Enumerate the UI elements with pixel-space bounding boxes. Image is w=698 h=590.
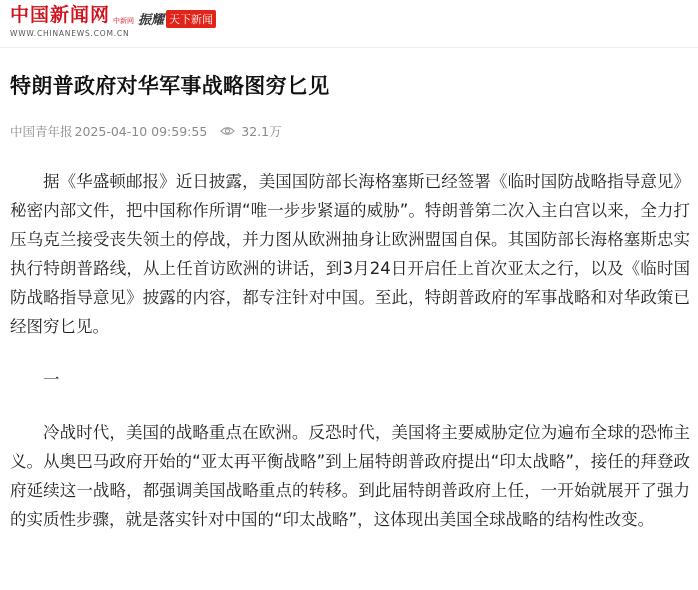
article-views: 32.1万 xyxy=(241,124,282,139)
eye-icon xyxy=(220,126,235,136)
article-title: 特朗普政府对华军事战略图穷匕见 xyxy=(10,74,330,98)
site-logo[interactable] xyxy=(10,4,134,38)
logo-name: 中国新闻网 xyxy=(10,4,111,26)
slogan-text: 振耀 xyxy=(138,13,165,28)
slogan-badge: 天下新闻 xyxy=(166,10,216,28)
article-time: 2025-04-10 09:59:55 xyxy=(74,123,208,139)
article-meta xyxy=(10,122,282,140)
article-body xyxy=(10,167,690,534)
logo-main xyxy=(10,4,134,26)
site-header xyxy=(0,0,698,48)
logo-tag: 中新网 xyxy=(113,17,135,25)
article-paragraph: 冷战时代，美国的战略重点在欧洲。反恐时代，美国将主要威胁定位为遍布全球的恐怖主义。从奥巴马政府开始的“亚太再平衡战略”到上届特朗普政府提出“印太战略”，接任的拜登政府延续这一战略，都强调美国战略重点的转移。到此届特朗普政府上任，一开始就展开了强力的实质性步骤，就是落实针对中国的“印太战略”，这体现出美国全球战略的结构性改变。 xyxy=(10,423,690,529)
article-paragraph: 据《华盛顿邮报》近日披露，美国国防部长海格塞斯已经签署《临时国防战略指导意见》秘密内部文件，把中国称作所谓“唯一步步紧逼的威胁”。特朗普第二次入主白宫以来，全力打压乌克兰接受丧失领土的停战，并力图从欧洲抽身让欧洲盟国自保。其国防部长海格塞斯忠实执行特朗普路线，从上任首访欧洲的讲话，到3月24日开启任上首次亚太之行，以及《临时国防战略指导意见》披露的内容，都专注针对中国。至此，特朗普政府的军事战略和对华政策已经图穷匕见。 xyxy=(10,172,690,336)
article-source: 中国青年报 xyxy=(10,124,73,139)
logo-url: WWW.CHINANEWS.COM.CN xyxy=(10,29,130,38)
site-slogan xyxy=(138,9,216,28)
section-divider: 一 xyxy=(43,370,60,389)
